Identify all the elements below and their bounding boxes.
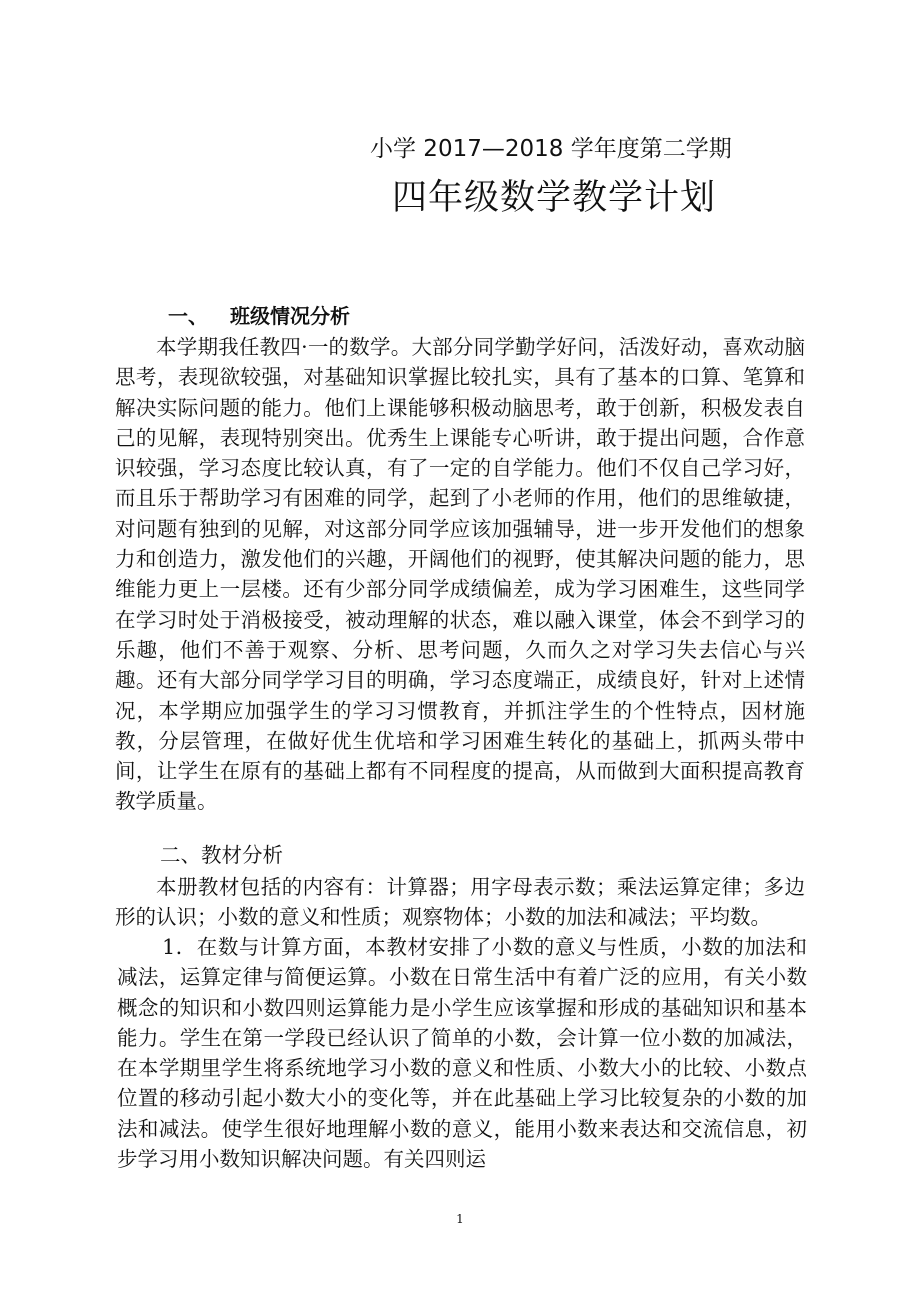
section1-number: 一、 <box>168 304 208 328</box>
page-number: 1 <box>456 1212 464 1226</box>
section1-heading-text: 班级情况分析 <box>230 304 350 328</box>
section2-heading: 二、教材分析 <box>160 843 283 867</box>
section2-paragraph2: 1．在数与计算方面，本教材安排了小数的意义与性质，小数的加法和减法，运算定律与简便运算。小数在日常生活中有着广泛的应用，有关小数概念的知识和小数四则运算能力是小学生应该掌握和形成的基础知识和基本能力。学生在第一学段已经认识了简单的小数，会计算一位小数的加减法，在本学期里学生将系统地学习小数的意义和性质、小数大小的比较、小数点位置的移动引起小数大小的变化等，并在此基础上学习比较复杂的小数的加法和减法。使学生很好地理解小数的意义，能用小数来表达和交流信息，初步学习用小数知识解决问题。有关四则运 <box>117 935 807 1172</box>
document-subtitle: 小学 2017—2018 学年度第二学期 <box>370 136 732 162</box>
section2-paragraph1: 本册教材包括的内容有：计算器；用字母表示数；乘法运算定律；多边形的认识；小数的意义和性质；观察物体；小数的加法和减法；平均数。 <box>115 875 805 930</box>
section1-heading <box>168 303 350 329</box>
document-title: 四年级数学教学计划 <box>392 178 717 218</box>
section1-paragraph: 本学期我任教四·一的数学。大部分同学勤学好问，活泼好动，喜欢动脑思考，表现欲较强，对基础知识掌握比较扎实，具有了基本的口算、笔算和解决实际问题的能力。他们上课能够积极动脑思考，敢于创新，积极发表自己的见解，表现特别突出。优秀生上课能专心听讲，敢于提出问题，合作意识较强，学习态度比较认真，有了一定的自学能力。他们不仅自己学习好，而且乐于帮助学习有困难的同学，起到了小老师的作用，他们的思维敏捷，对问题有独到的见解，对这部分同学应该加强辅导，进一步开发他们的想象力和创造力，激发他们的兴趣，开阔他们的视野，使其解决问题的能力，思维能力更上一层楼。还有少部分同学成绩偏差，成为学习困难生，这些同学在学习时处于消极接受，被动理解的状态，难以融入课堂，体会不到学习的乐趣，他们不善于观察、分析、思考问题，久而久之对学习失去信心与兴趣。还有大部分同学学习目的明确，学习态度端正，成绩良好，针对上述情况，本学期应加强学生的学习习惯教育，并抓注学生的个性特点，因材施教，分层管理，在做好优生优培和学习困难生转化的基础上，抓两头带中间，让学生在原有的基础上都有不同程度的提高，从而做到大面积提高教育教学质量。 <box>115 335 805 814</box>
